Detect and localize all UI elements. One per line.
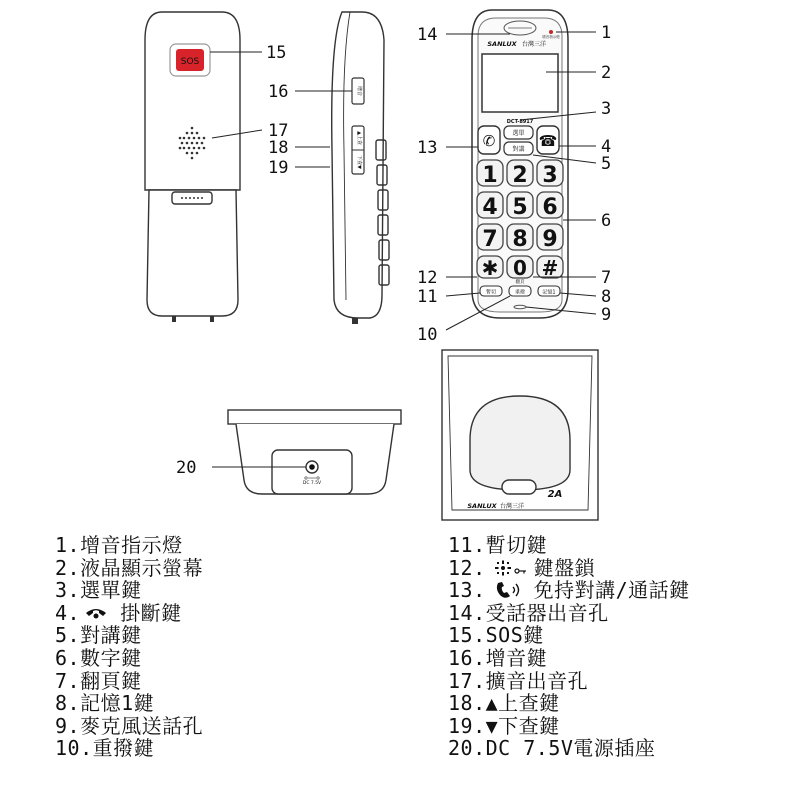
model-label: DCT-8917 bbox=[506, 119, 534, 125]
lcd-screen bbox=[482, 54, 558, 112]
phone-red-icon: ☎ bbox=[538, 132, 558, 150]
down-key-label: 下查▼ bbox=[356, 155, 362, 169]
legend-item: 14.受話器出音孔 bbox=[448, 600, 609, 625]
legend-item: 7.翻頁鍵 bbox=[55, 668, 142, 693]
indicator-label: 增音指示燈 bbox=[542, 35, 560, 39]
volume-indicator-light bbox=[549, 30, 553, 34]
legend-item: 11.暫切鍵 bbox=[448, 533, 548, 557]
volume-key-label: 增音 bbox=[356, 85, 362, 97]
key-9[interactable] bbox=[537, 224, 563, 252]
callout-10: 10 bbox=[417, 325, 438, 345]
legend-item-text: 掛斷鍵 bbox=[120, 600, 182, 625]
key-hash-label: # bbox=[541, 256, 559, 280]
sos-key[interactable] bbox=[170, 44, 210, 76]
volume-side-key[interactable] bbox=[352, 78, 364, 104]
callout-8: 8 bbox=[601, 287, 612, 307]
callout-12: 12 bbox=[417, 268, 438, 288]
key-0[interactable] bbox=[507, 256, 533, 280]
up-down-side-keys[interactable] bbox=[352, 126, 364, 174]
callout-17: 17 bbox=[268, 121, 289, 141]
callout-19: 19 bbox=[268, 158, 289, 178]
callout-4: 4 bbox=[601, 137, 612, 157]
callout-15: 15 bbox=[266, 43, 287, 63]
callout-13: 13 bbox=[417, 138, 438, 158]
key-8[interactable] bbox=[507, 224, 533, 252]
key-1-label: 1 bbox=[482, 163, 498, 188]
legend-item: 15.SOS鍵 bbox=[448, 623, 544, 648]
brand-logo: SANLUX bbox=[487, 40, 517, 48]
key-7[interactable] bbox=[477, 224, 503, 252]
legend-item-text: 鍵盤鎖 bbox=[533, 555, 596, 580]
base-brand-logo: SANLUX bbox=[467, 502, 497, 510]
keypad-lock-icon bbox=[494, 560, 528, 576]
key-9-label: 9 bbox=[542, 227, 558, 252]
key-3[interactable] bbox=[537, 160, 563, 188]
menu-key[interactable] bbox=[504, 126, 533, 139]
key-6-label: 6 bbox=[542, 195, 558, 220]
legend-item: 2.液晶顯示螢幕 bbox=[55, 555, 204, 580]
legend-item-number: 12. bbox=[448, 555, 486, 580]
legend-item: 8.記憶1鍵 bbox=[55, 691, 155, 716]
key-4-label: 4 bbox=[482, 195, 498, 220]
memory-key-label: 記憶1 bbox=[542, 289, 556, 296]
legend-item-number: 4. bbox=[55, 600, 81, 625]
legend-item: 18.▲上查鍵 bbox=[448, 691, 560, 716]
key-star-label: ✱ bbox=[481, 256, 499, 280]
key-0-label: 0 bbox=[513, 256, 527, 280]
callout-2: 2 bbox=[601, 63, 612, 83]
key-2[interactable] bbox=[507, 160, 533, 188]
legend-item-number: 13. bbox=[448, 578, 486, 603]
legend-item: 1.增音指示燈 bbox=[55, 533, 183, 557]
base-brand-cn: 台灣三洋 bbox=[499, 503, 525, 510]
dc-input-label: DC 7.5V bbox=[302, 481, 322, 486]
key-3-label: 3 bbox=[542, 163, 558, 188]
handsfree-phone-icon bbox=[494, 581, 524, 599]
legend-item: 17.擴音出音孔 bbox=[448, 668, 589, 693]
menu-key-label: 選單 bbox=[512, 130, 525, 137]
mute-key-label: 暫切 bbox=[485, 289, 497, 296]
key-6[interactable] bbox=[537, 192, 563, 220]
mute-key[interactable] bbox=[480, 286, 502, 296]
key-5[interactable] bbox=[507, 192, 533, 220]
legend-item: 6.數字鍵 bbox=[55, 645, 142, 670]
key-7-label: 7 bbox=[482, 227, 498, 252]
legend-item: 16.增音鍵 bbox=[448, 645, 548, 670]
page-key-label: 翻頁 bbox=[515, 280, 525, 285]
intercom-key[interactable] bbox=[504, 142, 533, 155]
callout-9: 9 bbox=[601, 305, 612, 325]
phone-green-icon: ✆ bbox=[482, 132, 496, 150]
brand-cn: 台灣三洋 bbox=[521, 41, 547, 48]
callout-7: 7 bbox=[601, 268, 612, 288]
phone-hangup-icon bbox=[84, 605, 108, 621]
sos-label: SOS bbox=[180, 57, 200, 67]
key-2-label: 2 bbox=[512, 163, 528, 188]
redial-key[interactable] bbox=[509, 286, 531, 296]
legend-item: 5.對講鍵 bbox=[55, 623, 142, 648]
hangup-key[interactable] bbox=[537, 126, 559, 154]
memory-key[interactable] bbox=[538, 286, 560, 296]
redial-key-label: 重撥 bbox=[514, 289, 526, 296]
up-key-label: ▲上查 bbox=[356, 131, 362, 145]
key-star[interactable] bbox=[477, 256, 503, 280]
talk-key[interactable] bbox=[478, 126, 500, 154]
key-hash[interactable] bbox=[537, 256, 563, 280]
legend-item-text: 免持對講/通話鍵 bbox=[533, 578, 690, 603]
callout-20: 20 bbox=[176, 458, 197, 478]
callout-6: 6 bbox=[601, 211, 612, 231]
callout-3: 3 bbox=[601, 99, 612, 119]
legend-item-13 bbox=[448, 579, 690, 602]
legend-item: 19.▼下查鍵 bbox=[448, 713, 560, 738]
legend-item: 20.DC 7.5V電源插座 bbox=[448, 736, 656, 761]
callout-18: 18 bbox=[268, 138, 289, 158]
legend-item-12 bbox=[448, 557, 690, 580]
key-8-label: 8 bbox=[512, 227, 528, 252]
callout-11: 11 bbox=[417, 287, 438, 307]
legend-item: 9.麥克風送話孔 bbox=[55, 713, 204, 738]
legend-item-4 bbox=[55, 602, 203, 625]
legend-item: 10.重撥鍵 bbox=[55, 736, 155, 761]
intercom-key-label: 對講 bbox=[512, 146, 525, 153]
key-5-label: 5 bbox=[512, 195, 528, 220]
callout-1: 1 bbox=[601, 23, 612, 43]
base-front-view bbox=[442, 350, 598, 520]
key-1[interactable] bbox=[477, 160, 503, 188]
legend-right bbox=[448, 534, 690, 760]
callout-14: 14 bbox=[417, 25, 438, 45]
legend-item: 3.選單鍵 bbox=[55, 578, 142, 603]
badge-2a: 2A bbox=[547, 489, 563, 500]
callout-16: 16 bbox=[268, 82, 289, 102]
legend-left bbox=[55, 534, 203, 760]
callout-5: 5 bbox=[601, 154, 612, 174]
key-4[interactable] bbox=[477, 192, 503, 220]
